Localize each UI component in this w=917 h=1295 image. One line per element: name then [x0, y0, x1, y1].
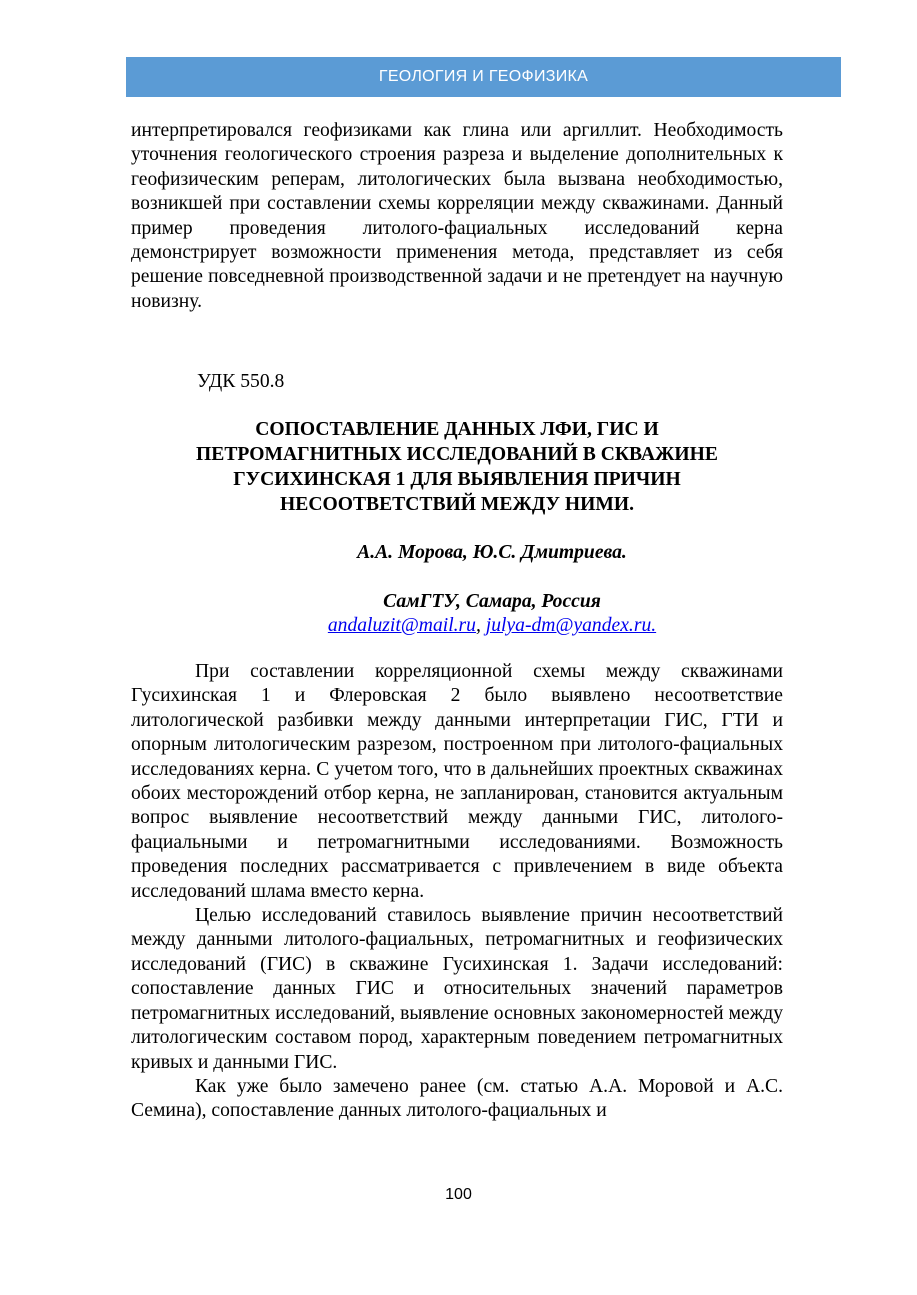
body-paragraph: При составлении корреляционной схемы между скважинами Гусихинская 1 и Флеровская 2 было выявлено несоответствие литологической разбивки между данными интерпретации ГИС, ГТИ и опорным литологическим разрезом, построенном при литолого-фациальных исследованиях керна. С учетом того, что в дальнейших проектных скважинах обоих месторождений отбор керна, не запланирован, становится актуальным вопрос выявление несоответствий между данными ГИС, литолого-фациальными и петромагнитными исследованиями. Возможность проведения последних рассматривается с привлечением в виде объекта исследований шлама вместо керна.: [131, 661, 783, 902]
title-line: СОПОСТАВЛЕНИЕ ДАННЫХ ЛФИ, ГИС И: [255, 419, 659, 440]
section-header-bar: [126, 57, 841, 97]
article-title: [131, 417, 783, 517]
section-title: ГЕОЛОГИЯ И ГЕОФИЗИКА: [378, 68, 589, 85]
article-affiliation: СамГТУ, Самара, Россия: [383, 591, 601, 612]
article-body: [131, 660, 783, 1124]
article-authors: А.А. Морова, Ю.С. Дмитриева.: [357, 542, 627, 563]
title-line: ПЕТРОМАГНИТНЫХ ИССЛЕДОВАНИЙ В СКВАЖИНЕ: [196, 444, 718, 465]
title-line: ГУСИХИНСКАЯ 1 ДЛЯ ВЫЯВЛЕНИЯ ПРИЧИН: [233, 469, 681, 490]
author-emails: [131, 614, 783, 638]
page-number: 100: [445, 1186, 472, 1203]
body-paragraph: Целью исследований ставилось выявление причин несоответствий между данными литолого-фациальных, петромагнитных и геофизических исследований (ГИС) в скважине Гусихинская 1. Задачи исследований: сопоставление данных ГИС и относительных значений параметров петромагнитных исследований, выявление основных закономерностей между литологическим составом пород, характерным поведением петромагнитных кривых и данными ГИС.: [131, 905, 783, 1073]
udk-code: УДК 550.8: [197, 371, 285, 392]
body-paragraph: Как уже было замечено ранее (см. статью А.А. Моровой и А.С. Семина), сопоставление данных литолого-фациальных и: [131, 1075, 783, 1122]
email-link-1[interactable]: andaluzit@mail.ru: [327, 615, 476, 636]
email-separator: ,: [475, 615, 486, 636]
continuation-block: [131, 119, 783, 314]
title-line: НЕСООТВЕТСТВИЙ МЕЖДУ НИМИ.: [280, 494, 634, 515]
email-link-2[interactable]: julya-dm@yandex.ru.: [485, 615, 657, 636]
continuation-paragraph: интерпретировался геофизиками как глина или аргиллит. Необходимость уточнения геологического строения разреза и выделение дополнительных к геофизическим реперам, литологических была вызвана необходимостью, возникшей при составлении схемы корреляции между скважинами. Данный пример проведения литолого-фациальных исследований керна демонстрирует возможности применения метода, представляет из себя решение повседневной производственной задачи и не претендует на научную новизну.: [131, 120, 783, 312]
